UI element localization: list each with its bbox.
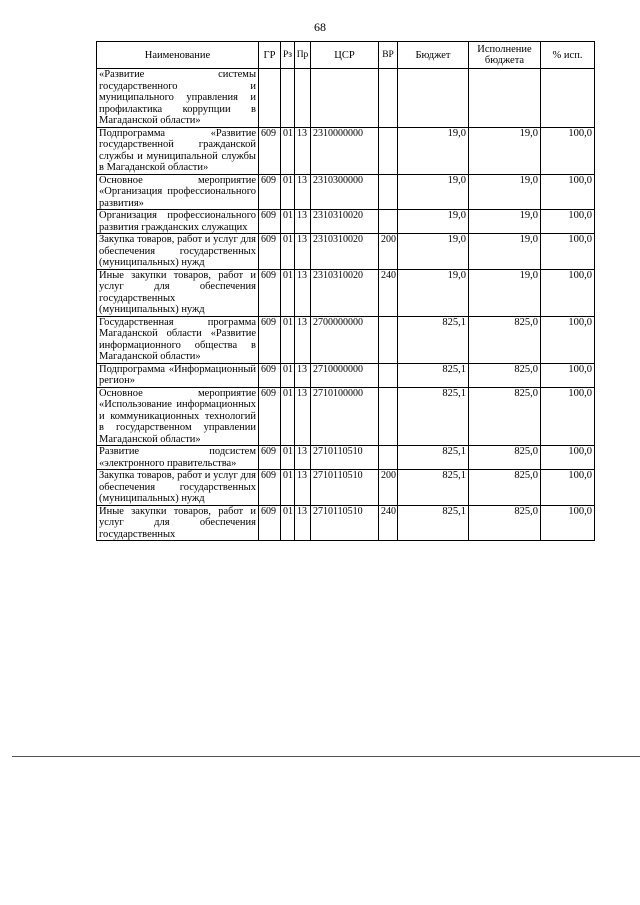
- cell-gr: [259, 69, 281, 128]
- table-row: [97, 269, 595, 316]
- header-rz: Рз: [281, 42, 295, 69]
- cell-execution: 19,0: [469, 234, 541, 270]
- header-name: Наименование: [97, 42, 259, 69]
- table-row: [97, 446, 595, 470]
- cell-percent: 100,0: [541, 234, 595, 270]
- cell-rz: 01: [281, 316, 295, 363]
- cell-csr: 2310310020: [311, 269, 379, 316]
- cell-rz: 01: [281, 269, 295, 316]
- cell-vr: [379, 210, 398, 234]
- budget-table: [96, 41, 595, 541]
- cell-budget: 825,1: [398, 505, 469, 541]
- table-row: [97, 387, 595, 446]
- cell-csr: 2710110510: [311, 470, 379, 506]
- cell-pr: [295, 69, 311, 128]
- table-row: [97, 470, 595, 506]
- header-percent: % исп.: [541, 42, 595, 69]
- cell-name: Иные закупки товаров, работ и услуг для обеспечения государственных (муниципальных) нужд: [97, 269, 259, 316]
- cell-budget: 19,0: [398, 127, 469, 174]
- cell-csr: 2710110510: [311, 446, 379, 470]
- table-row: [97, 363, 595, 387]
- cell-vr: [379, 127, 398, 174]
- cell-vr: [379, 316, 398, 363]
- cell-gr: 609: [259, 505, 281, 541]
- cell-name: «Развитие системы государственного и муниципального управления и профилактика коррупции в Магаданской области»: [97, 69, 259, 128]
- cell-name: Иные закупки товаров, работ и услуг для обеспечения государственных: [97, 505, 259, 541]
- cell-budget: 825,1: [398, 363, 469, 387]
- cell-execution: 825,0: [469, 446, 541, 470]
- cell-vr: 200: [379, 234, 398, 270]
- cell-csr: 2710110510: [311, 505, 379, 541]
- cell-vr: [379, 69, 398, 128]
- cell-csr: 2310310020: [311, 234, 379, 270]
- page-divider: [12, 756, 640, 757]
- cell-budget: 825,1: [398, 316, 469, 363]
- cell-pr: 13: [295, 470, 311, 506]
- table-body: [97, 69, 595, 541]
- cell-budget: 19,0: [398, 234, 469, 270]
- cell-csr: 2310300000: [311, 174, 379, 210]
- cell-execution: 19,0: [469, 210, 541, 234]
- cell-gr: 609: [259, 174, 281, 210]
- cell-gr: 609: [259, 316, 281, 363]
- cell-rz: 01: [281, 174, 295, 210]
- cell-rz: 01: [281, 387, 295, 446]
- cell-name: Подпрограмма «Информационный регион»: [97, 363, 259, 387]
- cell-execution: 19,0: [469, 269, 541, 316]
- cell-vr: 240: [379, 269, 398, 316]
- cell-pr: 13: [295, 210, 311, 234]
- cell-pr: 13: [295, 269, 311, 316]
- header-pr: Пр: [295, 42, 311, 69]
- table-row: [97, 210, 595, 234]
- cell-rz: [281, 69, 295, 128]
- cell-rz: 01: [281, 127, 295, 174]
- table-row: [97, 174, 595, 210]
- header-execution: Исполнение бюджета: [469, 42, 541, 69]
- cell-percent: 100,0: [541, 363, 595, 387]
- cell-csr: 2310310020: [311, 210, 379, 234]
- table-row: [97, 505, 595, 541]
- cell-rz: 01: [281, 234, 295, 270]
- cell-name: Государственная программа Магаданской области «Развитие информационного общества в Магаданской области»: [97, 316, 259, 363]
- cell-gr: 609: [259, 269, 281, 316]
- cell-budget: 19,0: [398, 174, 469, 210]
- cell-execution: 825,0: [469, 363, 541, 387]
- cell-name: Основное мероприятие «Организация профессионального развития»: [97, 174, 259, 210]
- cell-budget: 825,1: [398, 446, 469, 470]
- cell-gr: 609: [259, 210, 281, 234]
- cell-vr: 240: [379, 505, 398, 541]
- cell-percent: 100,0: [541, 446, 595, 470]
- cell-gr: 609: [259, 387, 281, 446]
- cell-pr: 13: [295, 505, 311, 541]
- cell-vr: [379, 387, 398, 446]
- cell-name: Развитие подсистем «электронного правительства»: [97, 446, 259, 470]
- cell-percent: 100,0: [541, 505, 595, 541]
- cell-csr: 2710100000: [311, 387, 379, 446]
- cell-name: Основное мероприятие «Использование информационных и коммуникационных технологий в государственном управлении Магаданской области»: [97, 387, 259, 446]
- cell-csr: 2310000000: [311, 127, 379, 174]
- table-row: [97, 316, 595, 363]
- cell-budget: 19,0: [398, 210, 469, 234]
- cell-percent: 100,0: [541, 470, 595, 506]
- table-row: [97, 127, 595, 174]
- cell-name: Закупка товаров, работ и услуг для обеспечения государственных (муниципальных) нужд: [97, 470, 259, 506]
- header-gr: ГР: [259, 42, 281, 69]
- cell-execution: [469, 69, 541, 128]
- cell-csr: [311, 69, 379, 128]
- cell-budget: [398, 69, 469, 128]
- cell-execution: 825,0: [469, 387, 541, 446]
- cell-name: Организация профессионального развития гражданских служащих: [97, 210, 259, 234]
- table-header-row: [97, 42, 595, 69]
- cell-percent: 100,0: [541, 174, 595, 210]
- cell-pr: 13: [295, 446, 311, 470]
- table-row: [97, 69, 595, 128]
- cell-gr: 609: [259, 234, 281, 270]
- cell-name: Закупка товаров, работ и услуг для обеспечения государственных (муниципальных) нужд: [97, 234, 259, 270]
- header-csr: ЦСР: [311, 42, 379, 69]
- cell-budget: 825,1: [398, 470, 469, 506]
- cell-rz: 01: [281, 505, 295, 541]
- page-number: 68: [314, 20, 326, 34]
- cell-budget: 19,0: [398, 269, 469, 316]
- cell-percent: 100,0: [541, 269, 595, 316]
- header-budget: Бюджет: [398, 42, 469, 69]
- cell-pr: 13: [295, 127, 311, 174]
- cell-vr: 200: [379, 470, 398, 506]
- cell-pr: 13: [295, 387, 311, 446]
- cell-pr: 13: [295, 234, 311, 270]
- cell-percent: [541, 69, 595, 128]
- header-vr: ВР: [379, 42, 398, 69]
- cell-gr: 609: [259, 470, 281, 506]
- cell-gr: 609: [259, 363, 281, 387]
- cell-rz: 01: [281, 446, 295, 470]
- cell-rz: 01: [281, 363, 295, 387]
- cell-execution: 825,0: [469, 470, 541, 506]
- cell-execution: 825,0: [469, 316, 541, 363]
- cell-vr: [379, 174, 398, 210]
- cell-budget: 825,1: [398, 387, 469, 446]
- cell-rz: 01: [281, 210, 295, 234]
- cell-percent: 100,0: [541, 387, 595, 446]
- cell-pr: 13: [295, 363, 311, 387]
- cell-execution: 19,0: [469, 127, 541, 174]
- cell-execution: 19,0: [469, 174, 541, 210]
- cell-gr: 609: [259, 127, 281, 174]
- cell-percent: 100,0: [541, 316, 595, 363]
- cell-csr: 2700000000: [311, 316, 379, 363]
- table-row: [97, 234, 595, 270]
- cell-execution: 825,0: [469, 505, 541, 541]
- cell-name: Подпрограмма «Развитие государственной гражданской службы и муниципальной службы в Магаданской области»: [97, 127, 259, 174]
- cell-percent: 100,0: [541, 127, 595, 174]
- cell-csr: 2710000000: [311, 363, 379, 387]
- cell-gr: 609: [259, 446, 281, 470]
- cell-vr: [379, 446, 398, 470]
- cell-rz: 01: [281, 470, 295, 506]
- cell-percent: 100,0: [541, 210, 595, 234]
- cell-pr: 13: [295, 174, 311, 210]
- cell-vr: [379, 363, 398, 387]
- cell-pr: 13: [295, 316, 311, 363]
